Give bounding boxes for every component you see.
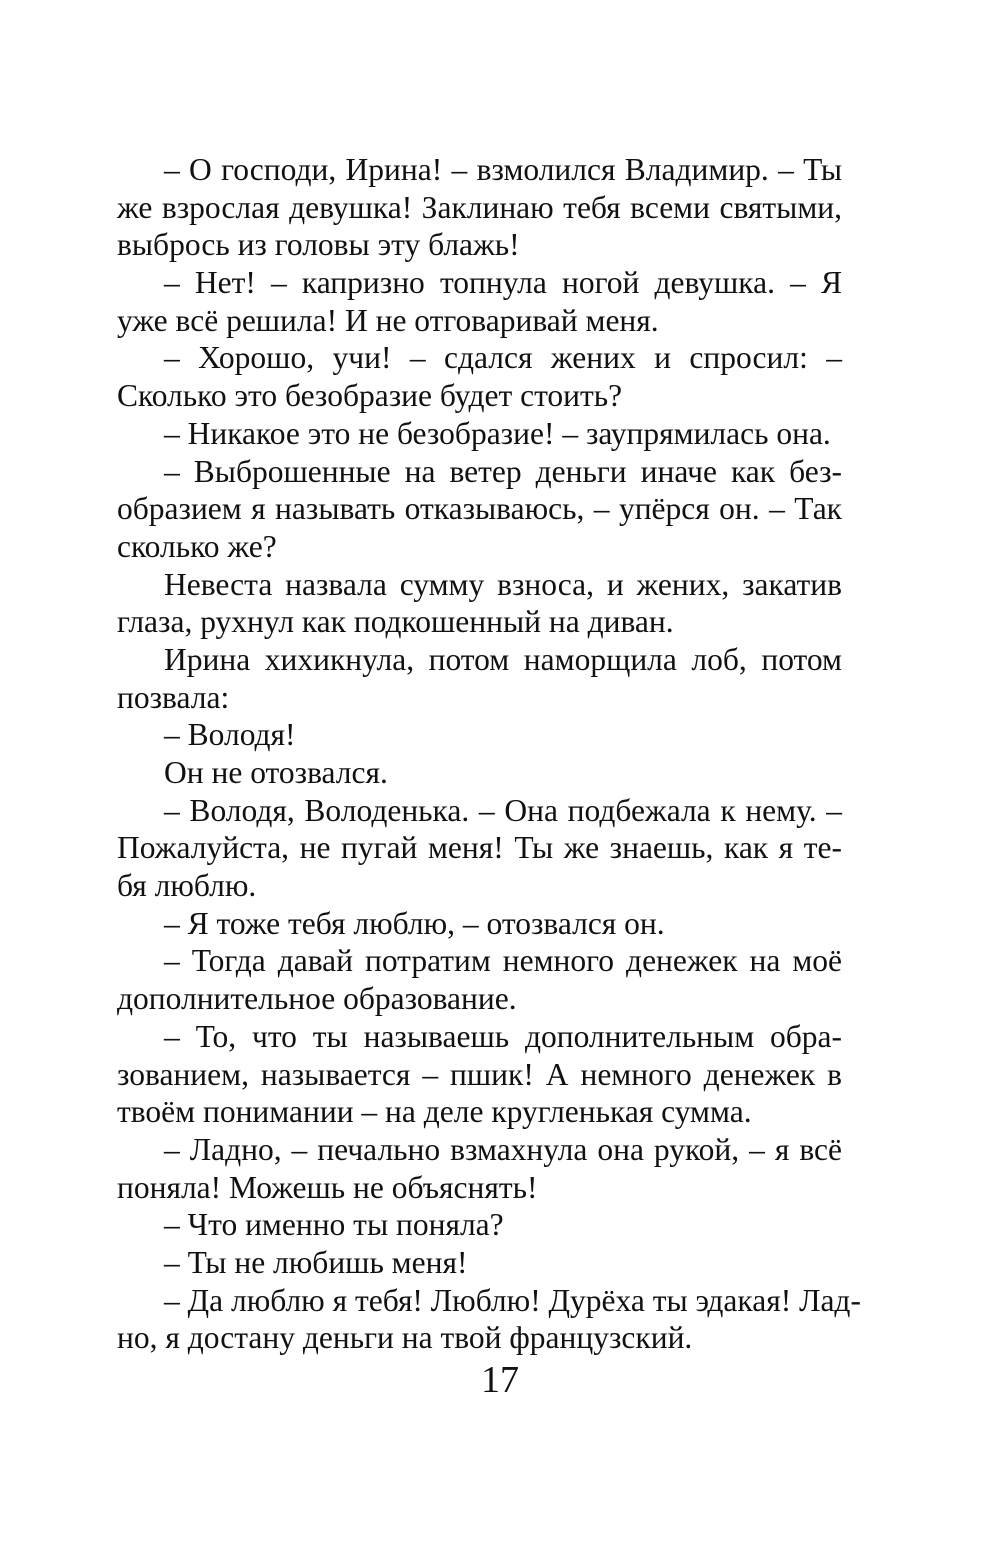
text-line: Пожалуйста, не пугай меня! Ты же знаешь, как я те-	[117, 830, 842, 866]
text-line: – Никакое это не безобразие! – заупрямилась она.	[164, 415, 831, 451]
text-line: – Я тоже тебя люблю, – отозвался он.	[164, 905, 665, 941]
text-line: – Хорошо, учи! – сдался жених и спросил: –	[164, 340, 842, 376]
text-line: но, я достану деньги на твой французский.	[117, 1320, 693, 1356]
text-line: – Ладно, – печально взмахнула она рукой, – я всё	[164, 1131, 842, 1167]
text-line: – Что именно ты поняла?	[164, 1207, 504, 1243]
text-line: поняла! Можешь не объяснять!	[117, 1169, 538, 1205]
text-line: – Ты не любишь меня!	[164, 1244, 468, 1280]
text-line: – О господи, Ирина! – взмолился Владимир. – Ты	[164, 152, 842, 187]
text-line: позвала:	[117, 679, 230, 715]
text-line: же взрослая девушка! Заклинаю тебя всеми святыми,	[117, 189, 842, 225]
text-line: сколько же?	[117, 528, 277, 564]
text-line: бя люблю.	[117, 868, 257, 904]
text-line: дополнительное образование.	[117, 981, 517, 1017]
text-line: твоём понимании – на деле кругленькая сумма.	[117, 1094, 752, 1130]
text-line: глаза, рухнул как подкошенный на диван.	[117, 604, 674, 640]
text-line: – Володя!	[164, 717, 296, 753]
text-line: – То, что ты называешь дополнительным обра-	[164, 1018, 842, 1054]
text-line: Он не отозвался.	[164, 755, 388, 790]
text-line: Ирина хихикнула, потом наморщила лоб, потом	[164, 641, 842, 677]
text-line: Сколько это безобразие будет стоить?	[117, 378, 623, 414]
body-text	[117, 151, 861, 1357]
text-line: – Нет! – капризно топнула ногой девушка. – Я	[164, 265, 842, 301]
text-line: образием я называть отказываюсь, – упёрся он. – Так	[117, 491, 842, 527]
text-line: выбрось из головы эту блажь!	[117, 227, 520, 263]
page-number: 17	[481, 1359, 519, 1401]
text-line: Невеста назвала сумму взноса, и жених, закатив	[164, 566, 842, 602]
text-line: зованием, называется – пшик! А немного денежек в	[117, 1056, 842, 1092]
text-line: – Тогда давай потратим немного денежек на моё	[164, 943, 842, 979]
text-line: – Выброшенные на ветер деньги иначе как без-	[164, 453, 842, 489]
text-line: уже всё решила! И не отговаривай меня.	[117, 302, 659, 338]
text-line: – Володя, Володенька. – Она подбежала к нему. –	[164, 792, 842, 828]
text-line: – Да люблю я тебя! Люблю! Дурёха ты эдакая! Лад-	[164, 1282, 861, 1318]
